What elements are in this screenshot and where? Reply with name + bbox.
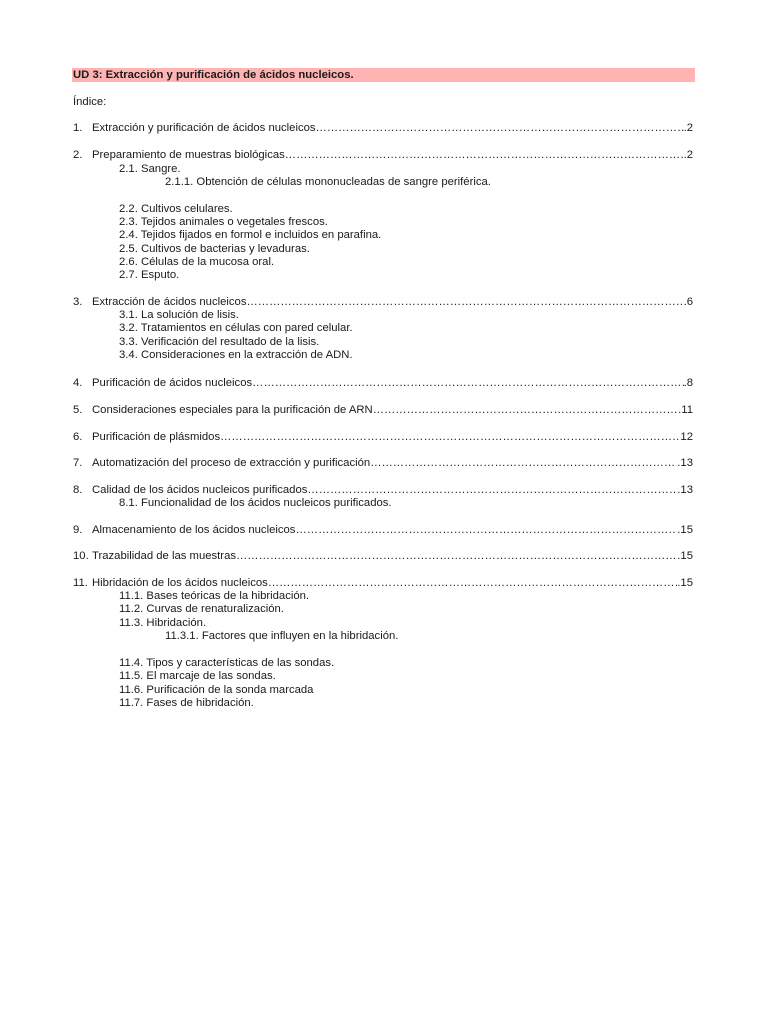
toc-subentry: 3.4. Consideraciones en la extracción de ADN. (119, 349, 353, 361)
document-title: UD 3: Extracción y purificación de ácidos nucleicos. (72, 68, 695, 82)
toc-entry-text: Preparamiento de muestras biológicas (92, 149, 285, 161)
toc-entry-number: 7. (73, 457, 83, 469)
toc-entry (73, 577, 693, 591)
toc-entry-text: Extracción de ácidos nucleicos (92, 296, 247, 308)
toc-subentry: 11.1. Bases teóricas de la hibridación. (119, 590, 310, 602)
toc-entry-page: .11 (678, 404, 693, 416)
toc-leader-dots (316, 122, 684, 136)
toc-entry-text: Hibridación de los ácidos nucleicos (92, 577, 268, 589)
toc-entry (73, 377, 693, 391)
toc-entry-page: .13 (677, 457, 693, 469)
toc-entry-text: Almacenamiento de los ácidos nucleicos (92, 524, 296, 536)
toc-entry-page: .2 (683, 122, 693, 134)
toc-entry-number: 8. (73, 484, 83, 496)
toc-entry-text: Automatización del proceso de extracción y purificación (92, 457, 371, 469)
toc-entry-number: 3. (73, 296, 83, 308)
toc-entry-number: 5. (73, 404, 83, 416)
toc-subsubentry: 11.3.1. Factores que influyen en la hibridación. (165, 630, 399, 642)
toc-entry (73, 149, 693, 163)
index-heading: Índice: (73, 96, 107, 108)
toc-leader-dots (268, 577, 677, 591)
toc-subentry: 2.2. Cultivos celulares. (119, 203, 233, 215)
toc-entry-number: 9. (73, 524, 83, 536)
toc-leader-dots (307, 484, 677, 498)
toc-leader-dots (285, 149, 684, 163)
toc-entry-number: 10. (73, 550, 89, 562)
toc-subentry: 11.7. Fases de hibridación. (119, 697, 254, 709)
toc-entry-page: .13 (677, 484, 693, 496)
toc-subentry: 2.6. Células de la mucosa oral. (119, 256, 275, 268)
toc-subentry: 2.5. Cultivos de bacterias y levaduras. (119, 243, 310, 255)
toc-entry-number: 4. (73, 377, 83, 389)
toc-subentry: 2.3. Tejidos animales o vegetales frescos. (119, 216, 328, 228)
toc-subentry: 3.3. Verificación del resultado de la lisis. (119, 336, 320, 348)
toc-leader-dots (252, 377, 683, 391)
toc-subentry: 3.2. Tratamientos en células con pared celular. (119, 322, 353, 334)
toc-entry (73, 404, 693, 418)
toc-leader-dots (295, 524, 677, 538)
toc-entry-text: Consideraciones especiales para la purificación de ARN (92, 404, 373, 416)
toc-subentry: 11.5. El marcaje de las sondas. (119, 670, 276, 682)
toc-entry-text: Extracción y purificación de ácidos nucleicos (92, 122, 316, 134)
toc-subsubentry: 2.1.1. Obtención de células mononucleadas de sangre periférica. (165, 176, 491, 188)
toc-entry-text: Purificación de ácidos nucleicos (92, 377, 253, 389)
toc-entry-page: .2 (683, 149, 693, 161)
toc-entry (73, 457, 693, 471)
toc-subentry: 11.6. Purificación de la sonda marcada (119, 684, 314, 696)
toc-subentry: 2.1. Sangre. (119, 163, 181, 175)
toc-entry (73, 296, 693, 310)
toc-entry (73, 484, 693, 498)
toc-entry-number: 1. (73, 122, 83, 134)
toc-entry (73, 550, 693, 564)
toc-subentry: 11.3. Hibridación. (119, 617, 207, 629)
toc-subentry: 11.4. Tipos y características de las sondas. (119, 657, 335, 669)
toc-subentry: 2.7. Esputo. (119, 269, 180, 281)
toc-leader-dots (236, 550, 677, 564)
toc-entry (73, 431, 693, 445)
toc-entry-text: Trazabilidad de las muestras (92, 550, 236, 562)
toc-subentry: 3.1. La solución de lisis. (119, 309, 239, 321)
toc-subentry: 8.1. Funcionalidad de los ácidos nucleicos purificados. (119, 497, 392, 509)
toc-leader-dots (373, 404, 678, 418)
toc-subentry: 11.2. Curvas de renaturalización. (119, 603, 284, 615)
toc-entry-number: 2. (73, 149, 83, 161)
toc-leader-dots (220, 431, 680, 445)
toc-entry-page: .15 (677, 577, 693, 589)
toc-entry-page: 12 (680, 431, 693, 443)
toc-leader-dots (370, 457, 677, 471)
toc-entry-number: 11. (73, 577, 88, 589)
toc-entry-page: .15 (677, 524, 693, 536)
toc-leader-dots (246, 296, 683, 310)
toc-entry (73, 122, 693, 136)
toc-entry (73, 524, 693, 538)
toc-entry-number: 6. (73, 431, 83, 443)
toc-entry-text: Calidad de los ácidos nucleicos purificados (92, 484, 308, 496)
toc-entry-page: .6 (683, 296, 693, 308)
toc-entry-page: .8 (683, 377, 693, 389)
toc-entry-page: .15 (677, 550, 693, 562)
toc-subentry: 2.4. Tejidos fijados en formol e incluidos en parafina. (119, 229, 382, 241)
toc-entry-text: Purificación de plásmidos (92, 431, 221, 443)
